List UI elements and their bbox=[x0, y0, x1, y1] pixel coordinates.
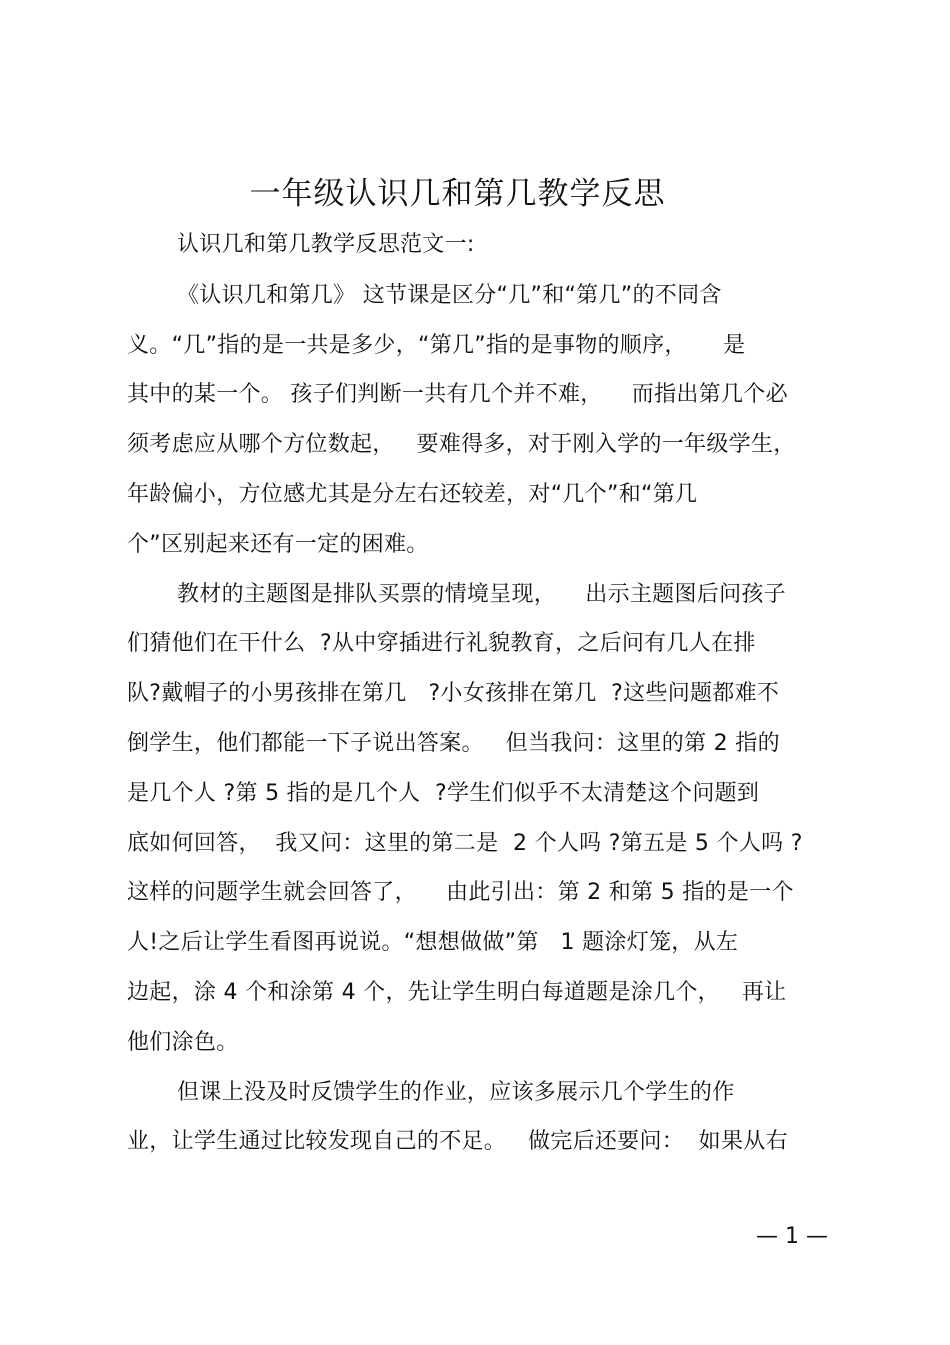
paragraph-line-3: 义。“几”指的是一共是多少，“第几”指的是事物的顺序， 是 bbox=[127, 333, 746, 358]
paragraph-line-9: 们猜他们在干什么 ?从中穿插进行礼貌教育，之后问有几人在排 bbox=[127, 631, 756, 656]
paragraph-line-11: 倒学生，他们都能一下子说出答案。 但当我问：这里的第 2 指的 bbox=[127, 731, 780, 756]
paragraph-line-2: 《认识几和第几》 这节课是区分“几”和“第几”的不同含 bbox=[177, 283, 722, 308]
paragraph-line-14: 这样的问题学生就会回答了， 由此引出：第 2 和第 5 指的是一个 bbox=[127, 880, 794, 905]
paragraph-line-19: 业，让学生通过比较发现自己的不足。 做完后还要问： 如果从右 bbox=[127, 1129, 788, 1154]
paragraph-line-8: 教材的主题图是排队买票的情境呈现， 出示主题图后问孩子 bbox=[177, 582, 786, 607]
paragraph-line-6: 年龄偏小，方位感尤其是分左右还较差，对“几个”和“第几 bbox=[127, 482, 698, 507]
document-title: 一年级认识几和第几教学反思 bbox=[249, 176, 666, 212]
paragraph-line-5: 须考虑应从哪个方位数起， 要难得多，对于刚入学的一年级学生， bbox=[127, 432, 796, 457]
page-number: — 1 — bbox=[756, 1224, 828, 1249]
paragraph-line-16: 边起，涂 4 个和涂第 4 个，先让学生明白每道题是涂几个， 再让 bbox=[127, 980, 787, 1005]
paragraph-line-12: 是几个人 ?第 5 指的是几个人 ?学生们似乎不太清楚这个问题到 bbox=[127, 781, 760, 806]
paragraph-line-4: 其中的某一个。 孩子们判断一共有几个并不难， 而指出第几个必 bbox=[127, 382, 788, 407]
paragraph-line-15: 人!之后让学生看图再说说。“想想做做”第 1 题涂灯笼，从左 bbox=[127, 930, 739, 955]
paragraph-line-7: 个”区别起来还有一定的困难。 bbox=[127, 532, 429, 557]
paragraph-line-17: 他们涂色。 bbox=[127, 1030, 239, 1055]
paragraph-line-1: 认识几和第几教学反思范文一: bbox=[177, 232, 475, 257]
paragraph-line-18: 但课上没及时反馈学生的作业，应该多展示几个学生的作 bbox=[177, 1080, 735, 1105]
paragraph-line-10: 队?戴帽子的小男孩排在第几 ?小女孩排在第几 ?这些问题都难不 bbox=[127, 681, 780, 706]
paragraph-line-13: 底如何回答， 我又问：这里的第二是 2 个人吗 ?第五是 5 个人吗 ? bbox=[127, 831, 803, 856]
